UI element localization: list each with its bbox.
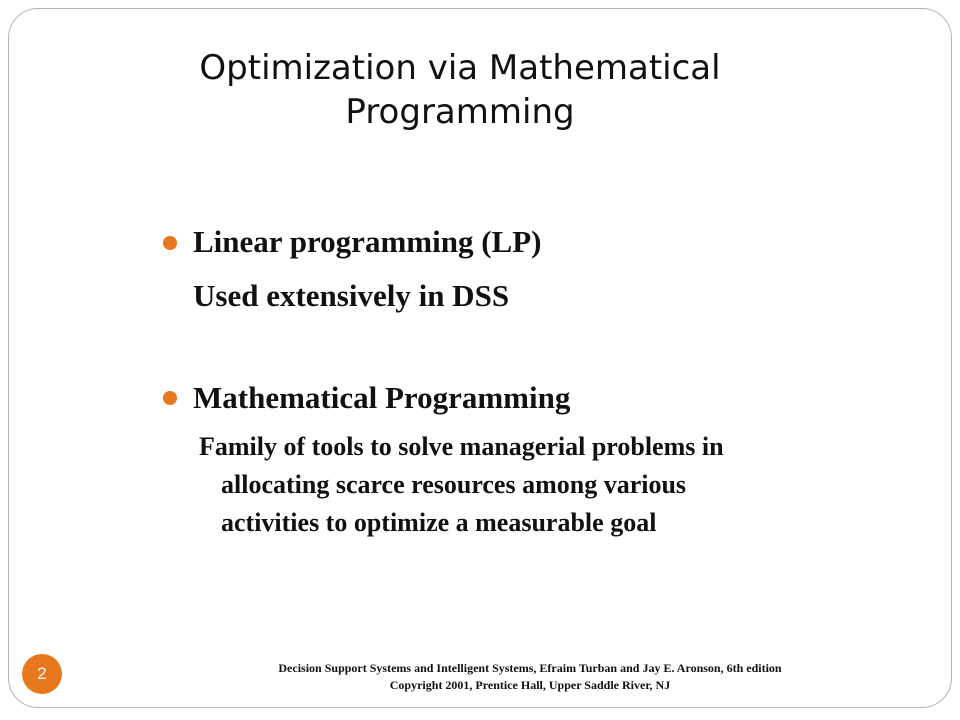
title-line-1: Optimization via Mathematical — [199, 48, 721, 88]
bullet-sub-line-1: Family of tools to solve managerial problems in — [199, 432, 724, 461]
bullet-sub-line-2: allocating scarce resources among various — [221, 470, 687, 499]
page-number-badge: 2 — [22, 654, 62, 694]
bullet-heading-math-programming: Mathematical Programming — [193, 380, 571, 415]
title-line-2: Programming — [345, 92, 575, 132]
footer-copyright: Copyright 2001, Prentice Hall, Upper Saddle River, NJ — [389, 678, 671, 692]
slide-title — [60, 46, 860, 134]
bullet-sub-lp: Used extensively in DSS — [193, 278, 510, 313]
bullet-heading-lp: Linear programming (LP) — [193, 224, 542, 259]
footer-citation: Decision Support Systems and Intelligent Systems, Efraim Turban and Jay E. Aronson, 6th edition — [278, 661, 782, 675]
bullet-icon — [163, 236, 177, 250]
bullet-sub-line-3: activities to optimize a measurable goal — [221, 508, 657, 537]
bullet-icon — [163, 391, 177, 405]
